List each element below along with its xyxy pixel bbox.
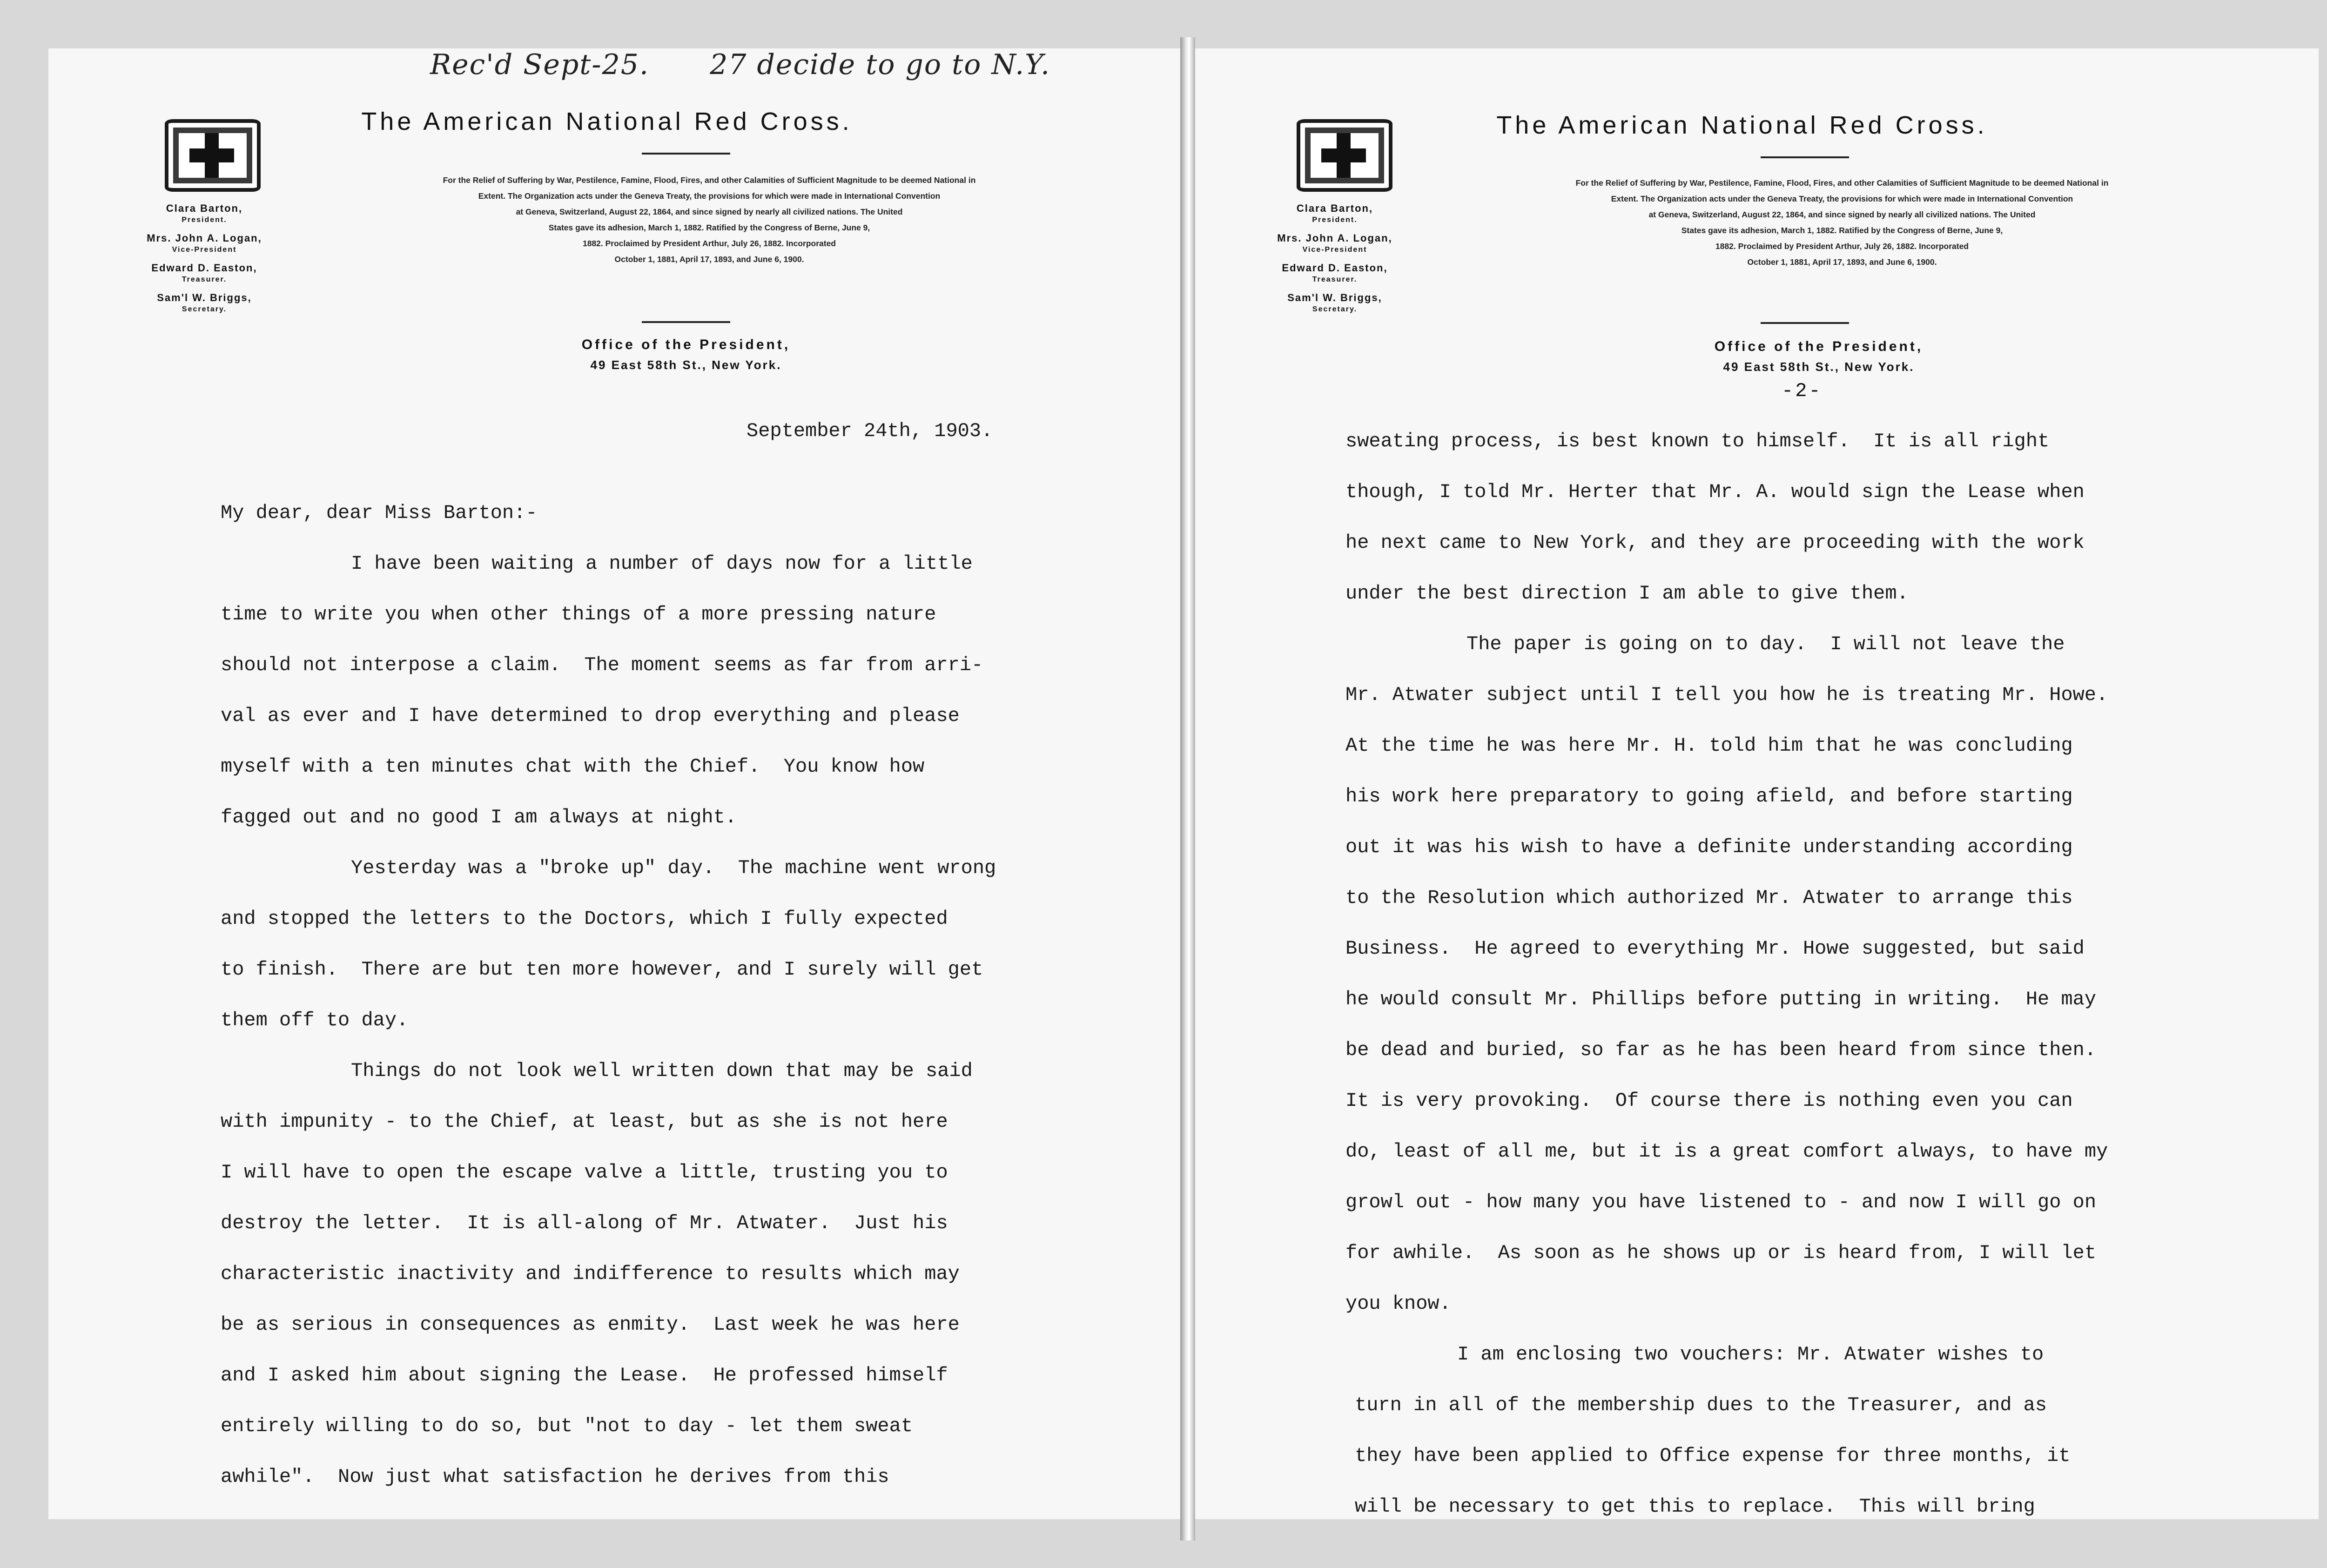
text-line: you know. bbox=[1345, 1292, 1451, 1315]
handwritten-annotation bbox=[430, 48, 1111, 81]
text-line: Yesterday was a "broke up" day. The machine went wrong bbox=[351, 857, 996, 879]
letter-page-2 bbox=[1195, 48, 2319, 1519]
text-line: characteristic inactivity and indifference to results which may bbox=[221, 1263, 960, 1285]
red-cross-logo bbox=[165, 119, 261, 192]
divider bbox=[1761, 156, 1849, 158]
text-line: time to write you when other things of a more pressing nature bbox=[221, 603, 936, 626]
text-line: with impunity - to the Chief, at least, but as she is not here bbox=[221, 1110, 948, 1133]
page-gutter bbox=[1180, 37, 1195, 1541]
page-number: -2- bbox=[1782, 380, 1823, 402]
text-line: them off to day. bbox=[221, 1009, 409, 1031]
org-title: The American National Red Cross. bbox=[361, 108, 853, 135]
text-line: sweating process, is best known to himself. It is all right bbox=[1345, 430, 2050, 452]
text-line: he would consult Mr. Phillips before putting in writing. He may bbox=[1345, 988, 2097, 1010]
text-line: under the best direction I am able to give them. bbox=[1345, 582, 1909, 605]
text-line: The paper is going on to day. I will not leave the bbox=[1466, 633, 2065, 655]
text-line: will be necessary to get this to replace. This will bring bbox=[1355, 1495, 2035, 1518]
text-line: destroy the letter. It is all-along of Mr. Atwater. Just his bbox=[221, 1212, 948, 1234]
text-line: be as serious in consequences as enmity. Last week he was here bbox=[221, 1313, 960, 1336]
text-line: I have been waiting a number of days now for a little bbox=[351, 552, 973, 575]
text-line: they have been applied to Office expense for three months, it bbox=[1355, 1445, 2071, 1467]
text-line: myself with a ten minutes chat with the Chief. You know how bbox=[221, 755, 925, 778]
text-line: be dead and buried, so far as he has been heard from since then. bbox=[1345, 1039, 2097, 1061]
salutation: My dear, dear Miss Barton:- bbox=[221, 502, 538, 524]
charter-text: For the Relief of Suffering by War, Pestilence, Famine, Flood, Fires, and other Calamities of Sufficient Magnitude to be deemed National in Extent. The Organization acts under the Geneva Treaty, the provisions for which were made in International Convention at Geneva, Switzerland, August 22, 1864, and since signed by nearly all civilized nations. The United States gave its adhesion, March 1, 1882. Ratified by the Congress of Berne, June 9, 1882. Proclaimed by President Arthur, July 26, 1882. Incorporated October 1, 1881, April 17, 1893, and June 6, 1900. bbox=[443, 175, 976, 264]
text-line: Things do not look well written down that may be said bbox=[351, 1060, 973, 1082]
divider bbox=[1761, 322, 1849, 324]
text-line: fagged out and no good I am always at night. bbox=[221, 806, 737, 828]
text-line: turn in all of the membership dues to the Treasurer, and as bbox=[1355, 1394, 2047, 1416]
text-line: awhile". Now just what satisfaction he derives from this bbox=[221, 1466, 889, 1488]
text-line: growl out - how many you have listened to - and now I will go on bbox=[1345, 1191, 2097, 1213]
text-line: and I asked him about signing the Lease. He professed himself bbox=[221, 1364, 948, 1386]
officer: Edward D. Easton, Treasurer. bbox=[1282, 262, 1388, 283]
text-line: Mr. Atwater subject until I tell you how he is treating Mr. Howe. bbox=[1345, 684, 2108, 706]
officer: Mrs. John A. Logan, Vice-President bbox=[1277, 232, 1392, 254]
text-line: val as ever and I have determined to drop everything and please bbox=[221, 705, 960, 727]
charter-text: For the Relief of Suffering by War, Pestilence, Famine, Flood, Fires, and other Calamities of Sufficient Magnitude to be deemed National in Extent. The Organization acts under the Geneva Treaty, the provisions for which were made in International Convention at Geneva, Switzerland, August 22, 1864, and since signed by nearly all civilized nations. The United States gave its adhesion, March 1, 1882. Ratified by the Congress of Berne, June 9, 1882. Proclaimed by President Arthur, July 26, 1882. Incorporated October 1, 1881, April 17, 1893, and June 6, 1900. bbox=[1575, 178, 2109, 267]
text-line: Business. He agreed to everything Mr. Howe suggested, but said bbox=[1345, 937, 2085, 960]
letter-page-1 bbox=[48, 48, 1180, 1519]
letter-date: September 24th, 1903. bbox=[747, 420, 993, 442]
officer: Clara Barton, President. bbox=[1296, 202, 1373, 224]
letter-body bbox=[221, 488, 996, 1502]
officers-list bbox=[121, 202, 288, 321]
officer: Mrs. John A. Logan, Vice-President bbox=[147, 232, 262, 254]
text-line: I will have to open the escape valve a little, trusting you to bbox=[221, 1161, 948, 1184]
divider bbox=[642, 153, 730, 155]
text-line: to finish. There are but ten more however, and I surely will get bbox=[221, 958, 983, 981]
office-address: Office of the President, 49 East 58th St., New York. bbox=[581, 337, 791, 372]
text-line: he next came to New York, and they are proceeding with the work bbox=[1345, 532, 2085, 554]
office-address: Office of the President, 49 East 58th St., New York. bbox=[1714, 339, 1923, 374]
text-line: to the Resolution which authorized Mr. Atwater to arrange this bbox=[1345, 887, 2073, 909]
text-line: I am enclosing two vouchers: Mr. Atwater wishes to bbox=[1457, 1343, 2044, 1366]
officer: Clara Barton, President. bbox=[166, 202, 243, 224]
text-line: At the time he was here Mr. H. told him that he was concluding bbox=[1345, 734, 2073, 757]
text-line: entirely willing to do so, but "not to day - let them sweat bbox=[221, 1415, 913, 1437]
officer: Edward D. Easton, Treasurer. bbox=[151, 262, 257, 283]
text-line: and stopped the letters to the Doctors, which I fully expected bbox=[221, 908, 948, 930]
officer: Sam'l W. Briggs, Secretary. bbox=[1287, 292, 1382, 313]
org-title: The American National Red Cross. bbox=[1496, 111, 1988, 139]
text-line: do, least of all me, but it is a great comfort always, to have my bbox=[1345, 1140, 2108, 1163]
received-note: Rec'd Sept-25. bbox=[430, 48, 650, 81]
text-line: his work here preparatory to going afield, and before starting bbox=[1345, 785, 2073, 808]
text-line: for awhile. As soon as he shows up or is heard from, I will let bbox=[1345, 1242, 2097, 1264]
decision-note: 27 decide to go to N.Y. bbox=[710, 48, 1051, 81]
letter-body bbox=[1345, 416, 2108, 1519]
red-cross-logo bbox=[1297, 119, 1392, 192]
text-line: It is very provoking. Of course there is nothing even you can bbox=[1345, 1090, 2073, 1112]
divider bbox=[642, 321, 730, 323]
text-line: though, I told Mr. Herter that Mr. A. would sign the Lease when bbox=[1345, 481, 2085, 503]
officer: Sam'l W. Briggs, Secretary. bbox=[157, 292, 252, 313]
officers-list bbox=[1251, 202, 1419, 321]
text-line: out it was his wish to have a definite understanding according bbox=[1345, 836, 2073, 858]
text-line: should not interpose a claim. The moment seems as far from arri- bbox=[221, 654, 983, 676]
